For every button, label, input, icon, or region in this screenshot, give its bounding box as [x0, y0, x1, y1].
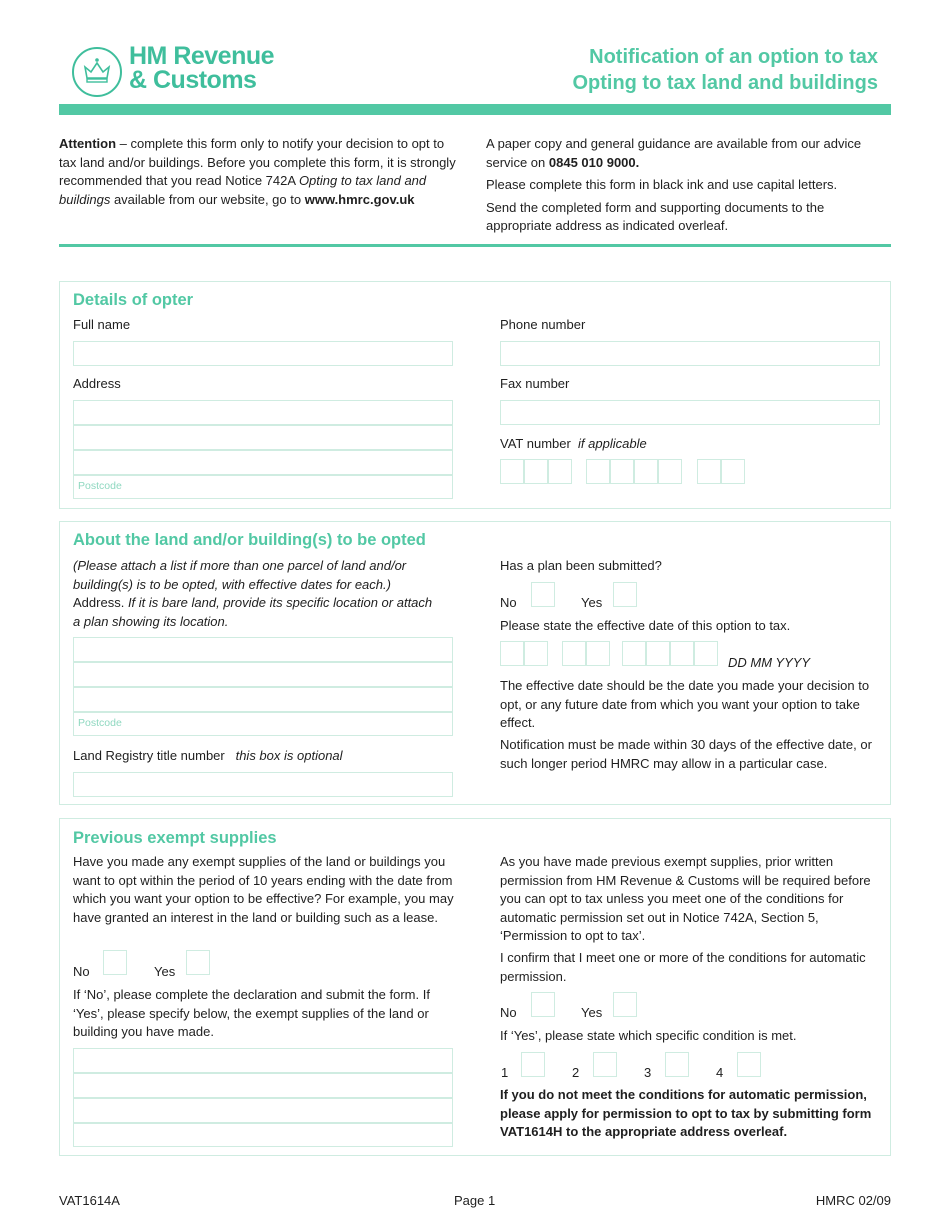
vat-digit-2[interactable] — [524, 459, 548, 484]
condition-1-checkbox[interactable] — [521, 1052, 545, 1077]
plan-no-label: No — [500, 595, 517, 610]
address-line1-field[interactable] — [73, 400, 453, 425]
opter-section-title: Details of opter — [73, 291, 194, 309]
condition-1-label: 1 — [501, 1065, 509, 1080]
exempt-detail-line3-field[interactable] — [73, 1098, 453, 1123]
vat-note: if applicable — [578, 436, 647, 451]
registry-note: this box is optional — [235, 748, 343, 763]
exempt-no-checkbox[interactable] — [103, 950, 127, 975]
date-d2[interactable] — [524, 641, 548, 666]
address-label: Address — [73, 376, 121, 391]
land-address-line2-field[interactable] — [73, 662, 453, 687]
exempt-detail-line1-field[interactable] — [73, 1048, 453, 1073]
date-question: Please state the effective date of this option to tax. — [500, 618, 791, 633]
auto-no-checkbox[interactable] — [531, 992, 555, 1017]
intro-left — [59, 135, 461, 209]
intro-text1: – complete this form only to notify your decision to opt to tax land and/or buildings. Before you complete this form, it is strongly recommended that you read Notice 742A — [59, 136, 456, 188]
vat-digit-7[interactable] — [658, 459, 682, 484]
vat-digit-3[interactable] — [548, 459, 572, 484]
page-number: Page 1 — [454, 1193, 496, 1208]
permission-text: As you have made previous exempt supplies, prior written permission from HM Revenue & Customs will be required before you can opt to tax unless you meet one of the conditions for automatic permission set out in Notice 742A, Section 5, ‘Permission to opt to tax’. — [500, 854, 871, 943]
registry-label: Land Registry title number — [73, 748, 225, 763]
exempt-no-label: No — [73, 964, 90, 979]
exempt-section-title: Previous exempt supplies — [73, 829, 277, 847]
date-m2[interactable] — [586, 641, 610, 666]
automatic-permission-note: If you do not meet the conditions for automatic permission, please apply for permission to opt to tax by submitting form VAT1614H to the appropriate address overleaf. — [500, 1087, 872, 1139]
condition-4-label: 4 — [716, 1065, 724, 1080]
land-section-title: About the land and/or building(s) to be opted — [73, 531, 426, 549]
land-postcode-field[interactable] — [73, 712, 453, 736]
date-note1: The effective date should be the date you made your decision to opt, or any future date from which you want your option to take effect. — [500, 678, 870, 730]
vat-digit-5[interactable] — [610, 459, 634, 484]
vat-digit-8[interactable] — [697, 459, 721, 484]
address-line2-field[interactable] — [73, 425, 453, 450]
exempt-detail-line2-field[interactable] — [73, 1073, 453, 1098]
postcode-field[interactable] — [73, 475, 453, 499]
full-name-field[interactable] — [73, 341, 453, 366]
form-subtitle: Opting to tax land and buildings — [572, 72, 878, 94]
date-note2: Notification must be made within 30 days of the effective date, or such longer period HMRC may allow in a particular case. — [500, 737, 872, 771]
condition-2-checkbox[interactable] — [593, 1052, 617, 1077]
logo-line1: HM Revenue — [129, 42, 275, 70]
date-y4[interactable] — [694, 641, 718, 666]
land-instructions — [73, 557, 433, 631]
vat-digit-6[interactable] — [634, 459, 658, 484]
date-y2[interactable] — [646, 641, 670, 666]
hmrc-logo-text — [129, 44, 274, 92]
condition-4-checkbox[interactable] — [737, 1052, 761, 1077]
auto-no-label: No — [500, 1005, 517, 1020]
date-y1[interactable] — [622, 641, 646, 666]
crown-logo-icon — [72, 47, 122, 97]
notice-title: Opting to tax land and buildings — [59, 173, 427, 207]
registry-field[interactable] — [73, 772, 453, 797]
land-attach-instruction: (Please attach a list if more than one parcel of land and/or building(s) is to be opted, with effective dates for each.) — [73, 558, 407, 592]
land-postcode-hint: Postcode — [78, 717, 122, 729]
date-d1[interactable] — [500, 641, 524, 666]
form-title: Notification of an option to tax — [589, 46, 878, 68]
vat-label: VAT number — [500, 436, 571, 451]
date-m1[interactable] — [562, 641, 586, 666]
land-address-label: Address. — [73, 595, 125, 610]
phone-number: 0845 010 9000. — [548, 154, 640, 170]
plan-no-checkbox[interactable] — [531, 582, 555, 607]
vat-digit-9[interactable] — [721, 459, 745, 484]
date-format-hint: DD MM YYYY — [728, 655, 811, 670]
plan-yes-label: Yes — [581, 595, 603, 610]
vat-digit-4[interactable] — [586, 459, 610, 484]
exempt-yes-checkbox[interactable] — [186, 950, 210, 975]
vat-label-wrap — [500, 436, 647, 451]
advice-text: A paper copy and general guidance are available from our advice service on — [486, 136, 862, 170]
attention-label: Attention — [59, 136, 117, 151]
auto-yes-checkbox[interactable] — [613, 992, 637, 1017]
registry-label-wrap — [73, 748, 343, 763]
land-address-note: If it is bare land, provide its specific location or attach a plan showing its location. — [73, 595, 433, 629]
land-address-line1-field[interactable] — [73, 637, 453, 662]
fax-label: Fax number — [500, 376, 570, 391]
intro-right — [486, 135, 886, 236]
form-code: VAT1614A — [59, 1193, 120, 1208]
condition-3-checkbox[interactable] — [665, 1052, 689, 1077]
ink-instruction: Please complete this form in black ink and use capital letters. — [486, 177, 838, 192]
logo-line2: & Customs — [129, 66, 257, 94]
plan-question: Has a plan been submitted? — [500, 558, 662, 573]
full-name-label: Full name — [73, 317, 131, 332]
phone-field[interactable] — [500, 341, 880, 366]
condition-2-label: 2 — [572, 1065, 580, 1080]
intro-text2: available from our website, go to — [110, 191, 305, 207]
send-instruction: Send the completed form and supporting documents to the appropriate address as indicated overleaf. — [486, 199, 825, 233]
website-link[interactable]: www.hmrc.gov.uk — [304, 191, 415, 207]
postcode-hint: Postcode — [78, 480, 122, 492]
date-y3[interactable] — [670, 641, 694, 666]
header-rule — [59, 104, 891, 115]
form-version: HMRC 02/09 — [815, 1193, 891, 1208]
condition-question: If ‘Yes’, please state which specific condition is met. — [500, 1028, 797, 1043]
confirm-text: I confirm that I meet one or more of the conditions for automatic permission. — [500, 950, 866, 984]
address-line3-field[interactable] — [73, 450, 453, 475]
condition-3-label: 3 — [644, 1065, 652, 1080]
land-address-line3-field[interactable] — [73, 687, 453, 712]
fax-field[interactable] — [500, 400, 880, 425]
vat-digit-1[interactable] — [500, 459, 524, 484]
phone-label: Phone number — [500, 317, 586, 332]
plan-yes-checkbox[interactable] — [613, 582, 637, 607]
exempt-detail-line4-field[interactable] — [73, 1123, 453, 1147]
exempt-instruction: If ‘No’, please complete the declaration and submit the form. If ‘Yes’, please specify below, the exempt supplies of the land or building you have made. — [73, 987, 430, 1039]
exempt-yes-label: Yes — [154, 964, 176, 979]
exempt-question: Have you made any exempt supplies of the land or buildings you want to opt within the period of 10 years ending with the date from which you want your option to be effective? For example, you may have granted an interest in the land or building such as a lease. — [73, 854, 454, 925]
intro-rule — [59, 244, 891, 247]
auto-yes-label: Yes — [581, 1005, 603, 1020]
